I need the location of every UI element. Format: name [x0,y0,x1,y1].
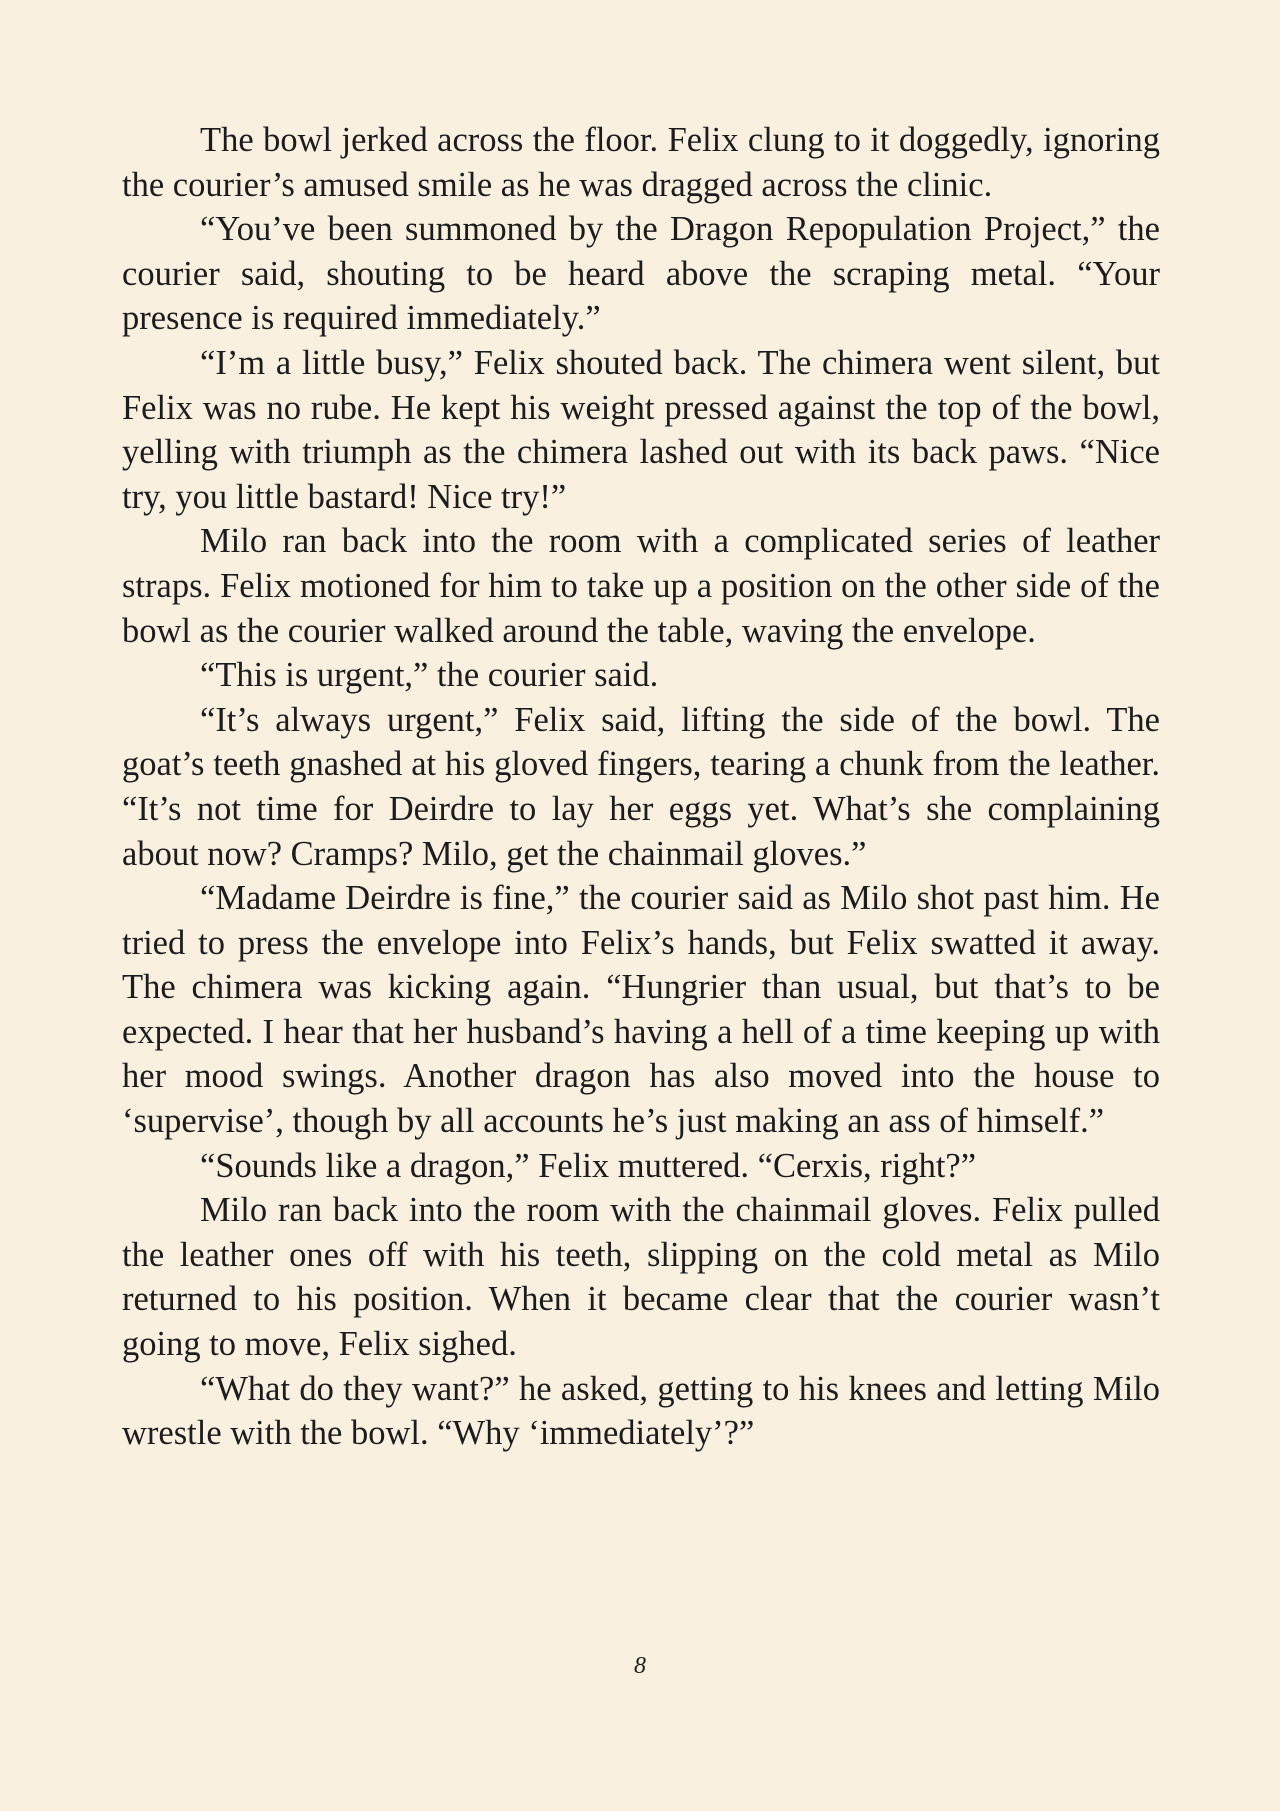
paragraph: “It’s always urgent,” Felix said, lifting the side of the bowl. The goat’s teeth gnashed at his gloved fingers, tearing a chunk from the leather. “It’s not time for Deirdre to lay her eggs yet. What’s she complaining about now? Cramps? Milo, get the chainmail gloves.” [122,700,1160,873]
paragraph: “I’m a little busy,” Felix shouted back. The chimera went silent, but Felix was no rube. He kept his weight pressed against the top of the bowl, yelling with triumph as the chimera lashed out with its back paws. “Nice try, you little bastard! Nice try!” [122,343,1160,516]
page-body [122,118,1160,1456]
paragraph: Milo ran back into the room with a complicated series of leather straps. Felix motioned for him to take up a position on the other side of the bowl as the courier walked around the table, waving the envelope. [122,522,1160,650]
paragraph: “This is urgent,” the courier said. [200,656,659,695]
paragraph: “What do they want?” he asked, getting to his knees and letting Milo wrestle with the bowl. “Why ‘immediately’?” [122,1369,1160,1453]
paragraph: “Madame Deirdre is fine,” the courier said as Milo shot past him. He tried to press the envelope into Felix’s hands, but Felix swatted it away. The chimera was kicking again. “Hungrier than usual, but that’s to be expected. I hear that her husband’s having a hell of a time keeping up with her mood swings. Another dragon has also moved into the house to ‘supervise’, though by all accounts he’s just making an ass of himself.” [122,879,1160,1141]
paragraph: Milo ran back into the room with the chainmail gloves. Felix pulled the leather ones off with his teeth, slipping on the cold metal as Milo returned to his position. When it became clear that the courier wasn’t going to move, Felix sighed. [122,1191,1160,1364]
paragraph: “Sounds like a dragon,” Felix muttered. “Cerxis, right?” [200,1146,977,1185]
page-number: 8 [634,1653,646,1679]
paragraph: “You’ve been summoned by the Dragon Repopulation Project,” the courier said, shouting to be heard above the scraping metal. “Your presence is required immediately.” [122,210,1160,338]
paragraph: The bowl jerked across the floor. Felix clung to it doggedly, ignoring the courier’s amused smile as he was dragged across the clinic. [122,121,1160,204]
